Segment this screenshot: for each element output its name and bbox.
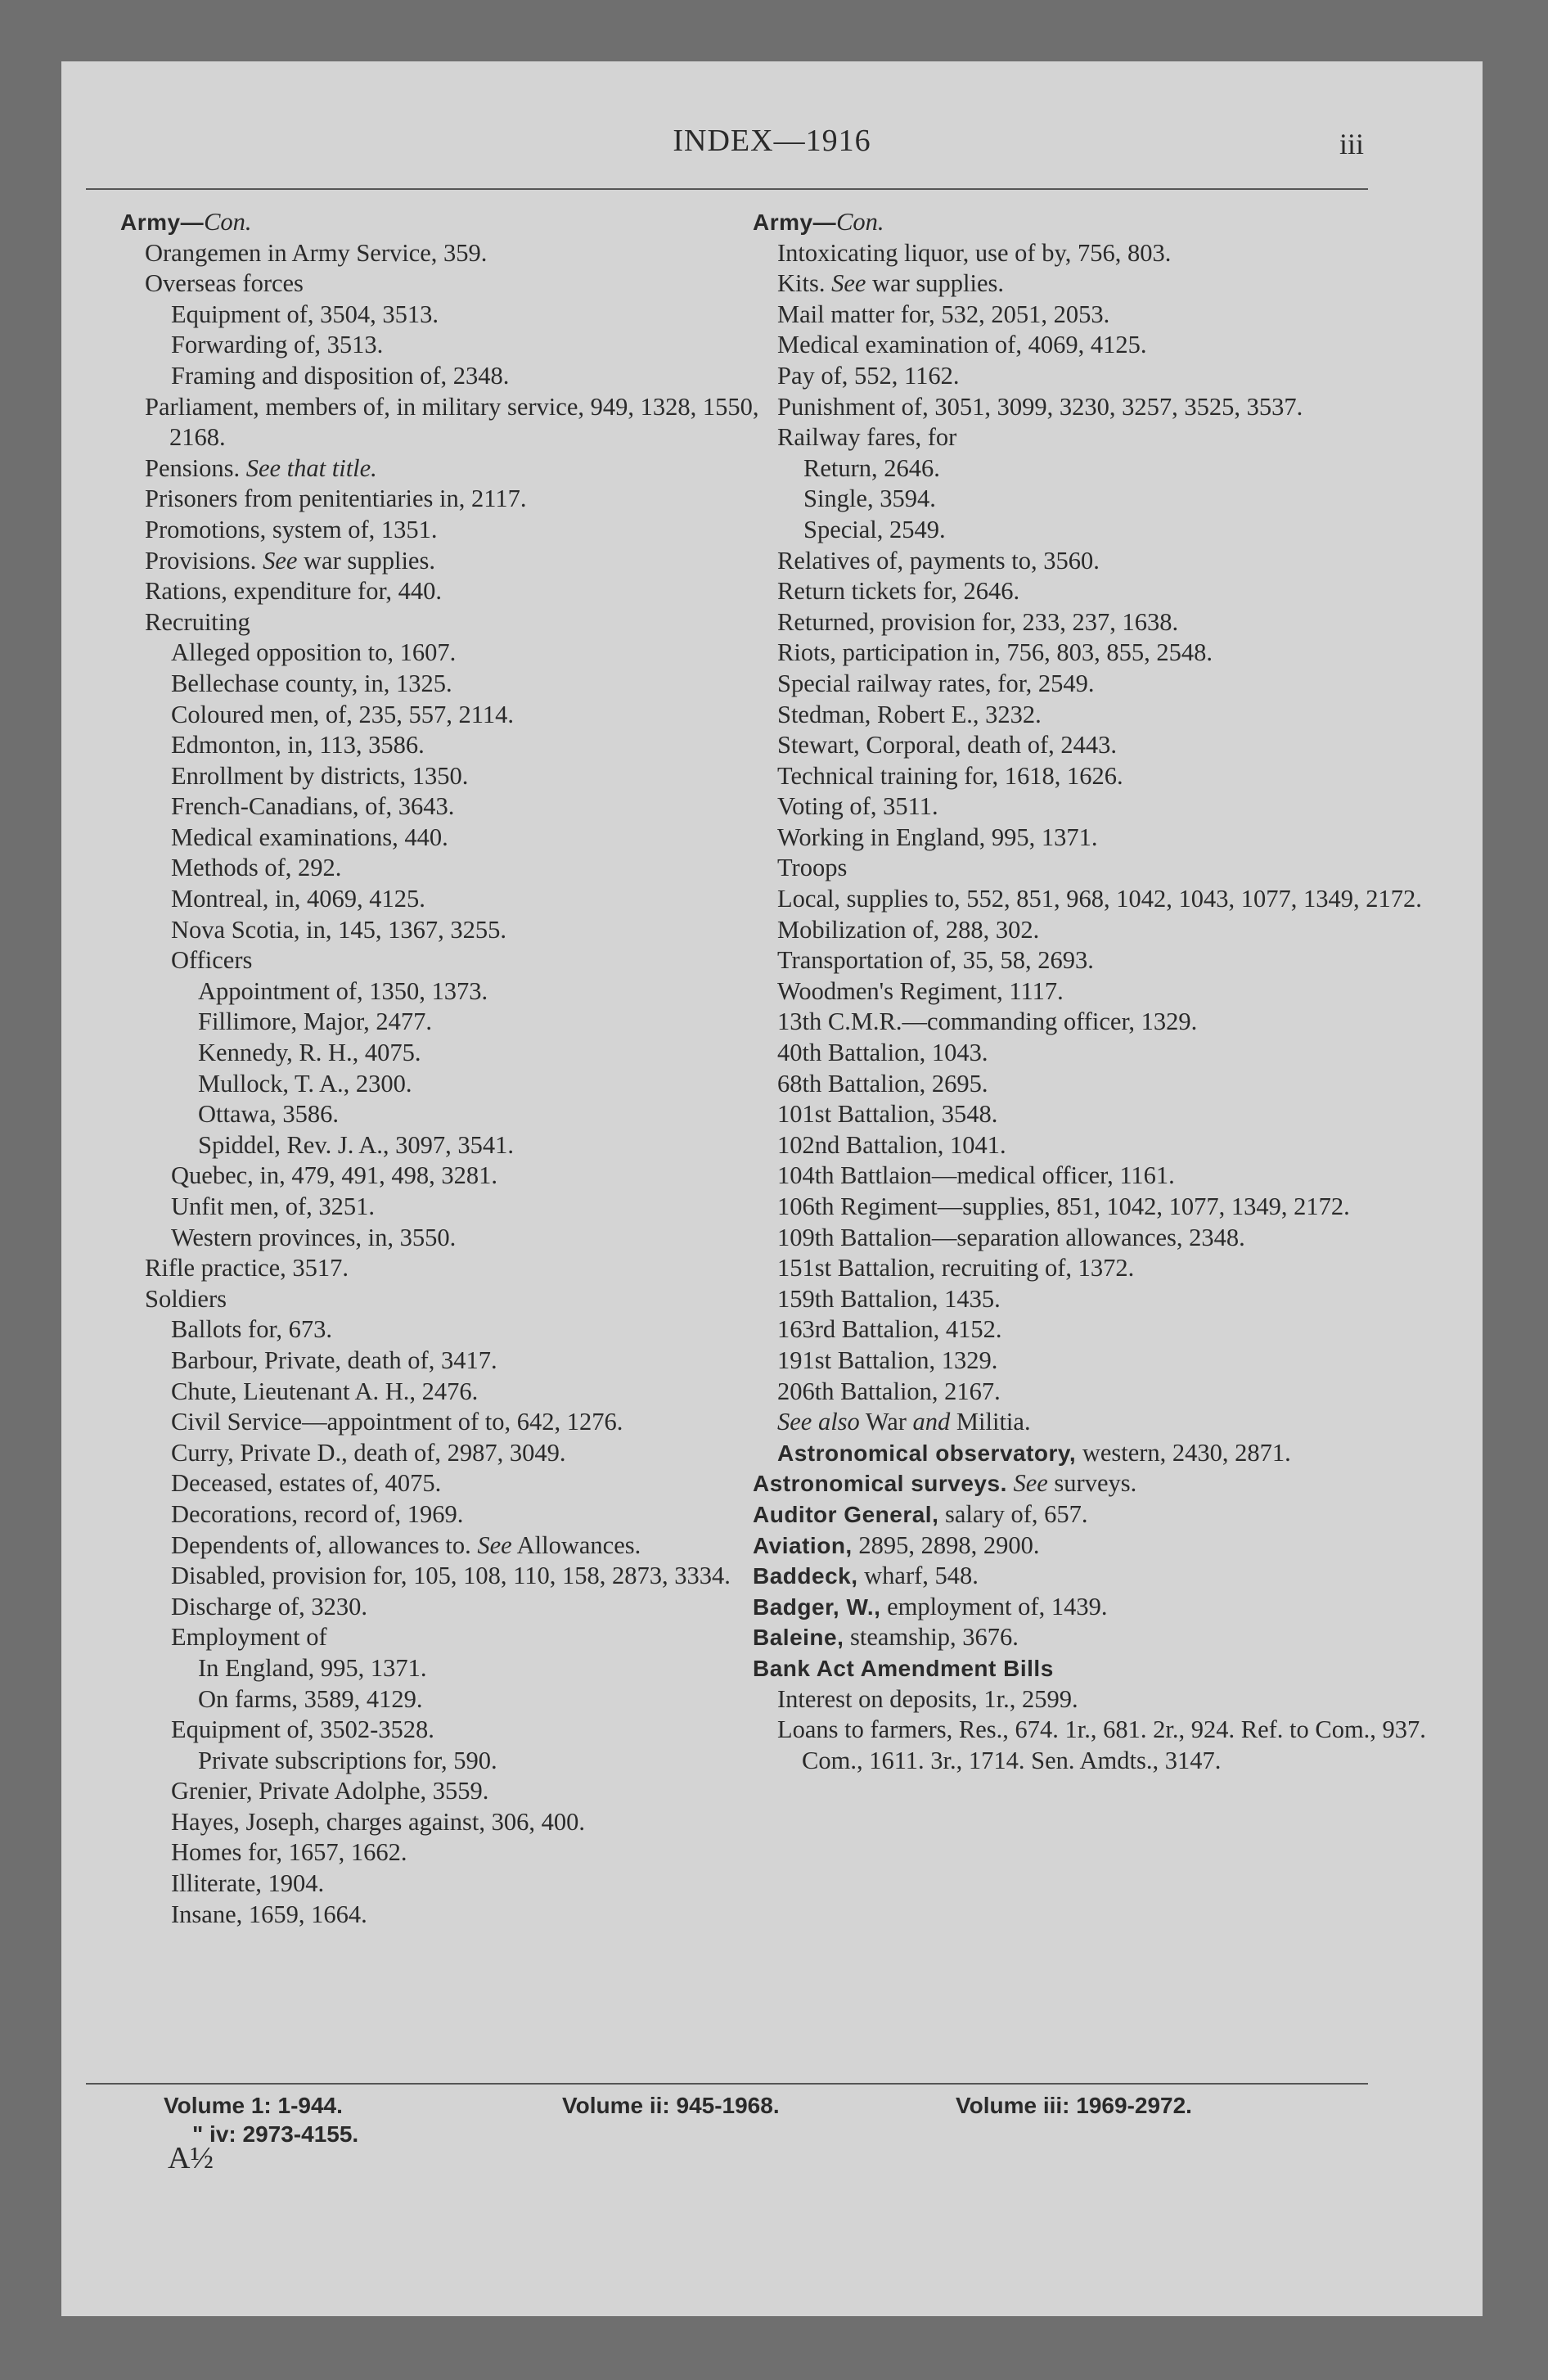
index-entry xyxy=(753,361,1432,392)
index-entry xyxy=(120,730,791,761)
entry-see-ref: See that title. xyxy=(245,453,377,482)
entry-text: Private subscriptions for, 590. xyxy=(198,1746,497,1774)
index-entry xyxy=(120,945,791,976)
entry-text: Curry, Private D., death of, 2987, 3049. xyxy=(171,1438,566,1467)
index-entry xyxy=(120,1868,791,1900)
index-entry xyxy=(753,607,1432,638)
entry-text: Alleged opposition to, 1607. xyxy=(171,638,457,667)
entry-text: Medical examinations, 440. xyxy=(171,823,448,851)
entry-text: Equipment of, 3502-3528. xyxy=(171,1715,434,1744)
index-entry xyxy=(120,1346,791,1377)
entry-text: Punishment of, 3051, 3099, 3230, 3257, 3525, 3537. xyxy=(777,392,1303,421)
entry-text: Stedman, Robert E., 3232. xyxy=(777,700,1042,728)
index-entry xyxy=(120,1561,791,1592)
index-entry xyxy=(753,207,1432,238)
entry-text: Technical training for, 1618, 1626. xyxy=(777,761,1123,790)
entry-text: Soldiers xyxy=(145,1284,227,1313)
index-entry xyxy=(120,1900,791,1931)
entry-heading: Auditor General, xyxy=(753,1501,939,1527)
entry-text: On farms, 3589, 4129. xyxy=(198,1684,423,1713)
index-entry xyxy=(120,453,791,485)
entry-text: western, 2430, 2871. xyxy=(1076,1438,1291,1467)
entry-text: Discharge of, 3230. xyxy=(171,1592,367,1620)
index-entry xyxy=(120,915,791,946)
header-rule xyxy=(86,188,1368,190)
entry-text: Deceased, estates of, 4075. xyxy=(171,1469,442,1498)
entry-text: Disabled, provision for, 105, 108, 110, 158, 2873, 3334. xyxy=(171,1562,731,1590)
entry-heading: Astronomical observatory, xyxy=(777,1440,1077,1466)
entry-text: 2895, 2898, 2900. xyxy=(852,1530,1040,1559)
entry-text: 191st Battalion, 1329. xyxy=(777,1346,998,1374)
entry-text: Spiddel, Rev. J. A., 3097, 3541. xyxy=(198,1130,515,1159)
index-entry xyxy=(753,1622,1432,1653)
entry-text: Return tickets for, 2646. xyxy=(777,577,1020,606)
index-entry xyxy=(753,238,1432,269)
entry-text: War xyxy=(859,1408,913,1436)
index-entry xyxy=(120,1837,791,1868)
index-entry xyxy=(120,484,791,515)
index-entry xyxy=(753,1007,1432,1038)
entry-text: steamship, 3676. xyxy=(844,1623,1019,1652)
entry-text: Montreal, in, 4069, 4125. xyxy=(171,885,425,913)
entry-text: Western provinces, in, 3550. xyxy=(171,1223,457,1251)
entry-text: Officers xyxy=(171,946,253,975)
entry-text: 106th Regiment—supplies, 851, 1042, 1077, 1349, 2172. xyxy=(777,1192,1350,1220)
index-entry xyxy=(753,1253,1432,1284)
index-entry xyxy=(753,1684,1432,1715)
entry-text: 163rd Battalion, 4152. xyxy=(777,1315,1002,1344)
entry-heading: Astronomical surveys. xyxy=(753,1471,1007,1497)
entry-text: Mullock, T. A., 2300. xyxy=(198,1069,412,1098)
index-entry xyxy=(120,638,791,669)
footer-volume-4: " iv: 2973-4155. xyxy=(192,2121,359,2147)
entry-text: war supplies. xyxy=(866,269,1004,298)
entry-text: Voting of, 3511. xyxy=(777,792,938,821)
entry-text: 104th Battlaion—medical officer, 1161. xyxy=(777,1161,1175,1190)
entry-text: Quebec, in, 479, 491, 498, 3281. xyxy=(171,1161,497,1190)
entry-heading: Baddeck, xyxy=(753,1563,858,1589)
entry-text: Local, supplies to, 552, 851, 968, 1042, 1043, 1077, 1349, 2172. xyxy=(777,885,1422,913)
entry-text: Dependents of, allowances to. xyxy=(171,1530,478,1559)
entry-text: Unfit men, of, 3251. xyxy=(171,1192,376,1220)
index-entry xyxy=(753,392,1432,423)
footer-rule xyxy=(86,2083,1368,2085)
index-entry xyxy=(120,884,791,915)
index-entry xyxy=(120,1099,791,1130)
entry-text: Fillimore, Major, 2477. xyxy=(198,1007,432,1036)
entry-text: Railway fares, for xyxy=(777,423,957,452)
entry-heading: Army— xyxy=(120,210,205,235)
index-entry xyxy=(753,1561,1432,1592)
index-entry xyxy=(753,1407,1432,1438)
index-entry xyxy=(753,1161,1432,1192)
index-entry xyxy=(120,976,791,1007)
index-entry xyxy=(120,1468,791,1499)
page-number: iii xyxy=(1339,128,1364,160)
index-entry xyxy=(753,484,1432,515)
index-entry xyxy=(753,515,1432,546)
index-entry xyxy=(753,884,1432,915)
index-entry xyxy=(753,268,1432,300)
entry-text: Barbour, Private, death of, 3417. xyxy=(171,1346,497,1374)
entry-text: Rifle practice, 3517. xyxy=(145,1254,349,1282)
index-entry xyxy=(120,1407,791,1438)
entry-text: Decorations, record of, 1969. xyxy=(171,1499,464,1528)
index-entry xyxy=(120,392,791,453)
entry-text: Kits. xyxy=(777,269,832,298)
entry-text: Grenier, Private Adolphe, 3559. xyxy=(171,1777,489,1805)
index-entry xyxy=(120,207,791,238)
entry-text: Enrollment by districts, 1350. xyxy=(171,761,469,790)
index-entry xyxy=(753,823,1432,854)
entry-text: Woodmen's Regiment, 1117. xyxy=(777,976,1064,1005)
entry-text: French-Canadians, of, 3643. xyxy=(171,792,455,821)
entry-text: Intoxicating liquor, use of by, 756, 803. xyxy=(777,238,1172,267)
entry-text: Militia. xyxy=(950,1408,1031,1436)
index-entry xyxy=(120,1499,791,1530)
index-entry xyxy=(120,1223,791,1254)
footer-volume-1: Volume 1: 1-944. xyxy=(164,2093,343,2118)
index-entry xyxy=(120,515,791,546)
index-entry xyxy=(120,1284,791,1315)
index-entry xyxy=(753,1499,1432,1530)
entry-text: 102nd Battalion, 1041. xyxy=(777,1130,1006,1159)
entry-heading: Baleine, xyxy=(753,1625,844,1651)
index-entry xyxy=(120,1007,791,1038)
index-entry xyxy=(753,1653,1432,1684)
entry-text: Loans to farmers, Res., 674. 1r., 681. 2r., 924. Ref. to Com., 937. Com., 1611. 3r., 1714. Sen. Amdts., 3147. xyxy=(777,1715,1426,1774)
index-entry xyxy=(120,761,791,792)
index-entry xyxy=(120,1192,791,1223)
entry-heading: Bank Act Amendment Bills xyxy=(753,1655,1054,1681)
index-entry xyxy=(753,791,1432,823)
entry-text: salary of, 657. xyxy=(938,1499,1088,1528)
index-entry xyxy=(753,1314,1432,1346)
index-entry xyxy=(120,1807,791,1838)
entry-text: Special railway rates, for, 2549. xyxy=(777,669,1095,697)
left-column xyxy=(120,207,791,1930)
index-entry xyxy=(120,1314,791,1346)
entry-text: Recruiting xyxy=(145,607,250,636)
entry-text: Insane, 1659, 1664. xyxy=(171,1900,367,1928)
index-entry xyxy=(120,238,791,269)
index-entry xyxy=(120,823,791,854)
index-entry xyxy=(753,1438,1432,1469)
index-entry xyxy=(753,853,1432,884)
index-entry xyxy=(753,638,1432,669)
footer-volume-2: Volume ii: 945-1968. xyxy=(562,2093,780,2118)
entry-see-ref: See also xyxy=(777,1408,860,1436)
entry-see-ref: Con. xyxy=(836,208,884,236)
entry-text: Relatives of, payments to, 3560. xyxy=(777,546,1100,575)
entry-see-ref: See xyxy=(477,1530,512,1559)
index-entry xyxy=(753,761,1432,792)
entry-text: Chute, Lieutenant A. H., 2476. xyxy=(171,1377,479,1405)
index-entry xyxy=(753,546,1432,577)
entry-text: Employment of xyxy=(171,1623,327,1652)
index-entry xyxy=(753,330,1432,361)
index-entry xyxy=(120,791,791,823)
index-entry xyxy=(120,268,791,300)
entry-heading: Army— xyxy=(753,210,837,235)
index-entry xyxy=(753,915,1432,946)
entry-text: Appointment of, 1350, 1373. xyxy=(198,976,488,1005)
entry-text: Returned, provision for, 233, 237, 1638. xyxy=(777,607,1179,636)
entry-text: Nova Scotia, in, 145, 1367, 3255. xyxy=(171,915,507,944)
index-entry xyxy=(753,945,1432,976)
entry-text: war supplies. xyxy=(297,546,435,575)
entry-text: Stewart, Corporal, death of, 2443. xyxy=(777,731,1118,760)
index-entry xyxy=(120,1038,791,1069)
entry-text: employment of, 1439. xyxy=(880,1592,1108,1620)
index-entry xyxy=(753,1038,1432,1069)
index-entry xyxy=(753,453,1432,485)
index-entry xyxy=(753,300,1432,331)
index-entry xyxy=(753,1377,1432,1408)
entry-text: Return, 2646. xyxy=(803,453,940,482)
entry-text: Special, 2549. xyxy=(803,515,946,543)
index-entry xyxy=(753,1592,1432,1623)
entry-heading: Badger, W., xyxy=(753,1593,881,1620)
index-entry xyxy=(753,700,1432,731)
entry-text: Medical examination of, 4069, 4125. xyxy=(777,331,1147,359)
entry-text: Ballots for, 673. xyxy=(171,1315,333,1344)
entry-text: Riots, participation in, 756, 803, 855, 2548. xyxy=(777,638,1213,667)
entry-text: 101st Battalion, 3548. xyxy=(777,1100,998,1129)
entry-text: In England, 995, 1371. xyxy=(198,1653,427,1682)
index-entry xyxy=(120,1130,791,1161)
entry-see-ref: See xyxy=(263,546,298,575)
page-title: INDEX—1916 xyxy=(673,124,871,158)
entry-text: Bellechase county, in, 1325. xyxy=(171,669,452,697)
index-entry xyxy=(753,1530,1432,1562)
index-entry xyxy=(120,853,791,884)
entry-text: 13th C.M.R.—commanding officer, 1329. xyxy=(777,1007,1198,1036)
entry-text: Equipment of, 3504, 3513. xyxy=(171,300,439,328)
entry-text: Pensions. xyxy=(145,453,246,482)
index-entry xyxy=(120,1069,791,1100)
signature-mark: A½ xyxy=(168,2141,214,2175)
entry-text: Prisoners from penitentiaries in, 2117. xyxy=(145,485,527,513)
index-entry xyxy=(120,576,791,607)
entry-text: wharf, 548. xyxy=(857,1562,979,1590)
entry-text: Provisions. xyxy=(145,546,263,575)
index-entry xyxy=(120,1530,791,1562)
index-entry xyxy=(120,1776,791,1807)
index-entry xyxy=(753,976,1432,1007)
entry-text: Coloured men, of, 235, 557, 2114. xyxy=(171,700,515,728)
entry-text: Working in England, 995, 1371. xyxy=(777,823,1098,851)
entry-text: Rations, expenditure for, 440. xyxy=(145,577,443,606)
index-entry xyxy=(753,1346,1432,1377)
entry-text: 109th Battalion—separation allowances, 2348. xyxy=(777,1223,1245,1251)
entry-text: Promotions, system of, 1351. xyxy=(145,515,438,543)
index-entry xyxy=(120,546,791,577)
entry-text: Framing and disposition of, 2348. xyxy=(171,361,510,390)
entry-text: Overseas forces xyxy=(145,269,304,298)
entry-text: Homes for, 1657, 1662. xyxy=(171,1838,407,1867)
index-entry xyxy=(753,1099,1432,1130)
index-entry xyxy=(753,1069,1432,1100)
index-entry xyxy=(120,1377,791,1408)
index-page xyxy=(61,61,1483,2316)
entry-text: 206th Battalion, 2167. xyxy=(777,1377,1001,1405)
footer-volume-3: Volume iii: 1969-2972. xyxy=(956,2093,1192,2118)
index-entry xyxy=(120,361,791,392)
index-entry xyxy=(120,1592,791,1623)
entry-text: Ottawa, 3586. xyxy=(198,1100,339,1129)
entry-text: Civil Service—appointment of to, 642, 1276. xyxy=(171,1408,623,1436)
index-entry xyxy=(753,1715,1432,1776)
index-entry xyxy=(753,1468,1432,1499)
entry-text: 151st Battalion, recruiting of, 1372. xyxy=(777,1254,1135,1282)
index-entry xyxy=(753,1130,1432,1161)
index-entry xyxy=(753,1192,1432,1223)
entry-text: Troops xyxy=(777,854,848,882)
index-entry xyxy=(753,1223,1432,1254)
index-entry xyxy=(120,1622,791,1653)
entry-text: Single, 3594. xyxy=(803,485,936,513)
index-entry xyxy=(753,576,1432,607)
entry-text: Transportation of, 35, 58, 2693. xyxy=(777,946,1094,975)
entry-text: Methods of, 292. xyxy=(171,854,342,882)
index-entry xyxy=(753,669,1432,700)
index-entry xyxy=(120,669,791,700)
right-column xyxy=(753,207,1432,1776)
index-entry xyxy=(753,1284,1432,1315)
entry-see-ref: See xyxy=(1006,1469,1048,1498)
entry-text: Kennedy, R. H., 4075. xyxy=(198,1039,421,1067)
entry-text: 68th Battalion, 2695. xyxy=(777,1069,988,1098)
index-entry xyxy=(120,1161,791,1192)
index-entry xyxy=(120,1715,791,1746)
entry-text: Interest on deposits, 1r., 2599. xyxy=(777,1684,1078,1713)
entry-see-ref: See xyxy=(831,269,866,298)
index-entry xyxy=(120,1746,791,1777)
index-entry xyxy=(120,1438,791,1469)
index-entry xyxy=(120,300,791,331)
entry-text: Forwarding of, 3513. xyxy=(171,331,384,359)
entry-see-ref: and xyxy=(912,1408,951,1436)
entry-text: Mail matter for, 532, 2051, 2053. xyxy=(777,300,1110,328)
entry-text: Allowances. xyxy=(511,1530,641,1559)
entry-text: 40th Battalion, 1043. xyxy=(777,1039,988,1067)
entry-text: Illiterate, 1904. xyxy=(171,1869,325,1898)
entry-see-ref: Con. xyxy=(204,208,252,236)
entry-text: Mobilization of, 288, 302. xyxy=(777,915,1040,944)
entry-heading: Aviation, xyxy=(753,1532,853,1558)
index-entry xyxy=(120,330,791,361)
entry-text: Orangemen in Army Service, 359. xyxy=(145,238,488,267)
entry-text: Pay of, 552, 1162. xyxy=(777,361,960,390)
index-entry xyxy=(753,730,1432,761)
entry-text: Edmonton, in, 113, 3586. xyxy=(171,731,425,760)
index-entry xyxy=(120,1684,791,1715)
entry-text: Hayes, Joseph, charges against, 306, 400. xyxy=(171,1807,585,1836)
entry-text: surveys. xyxy=(1047,1469,1137,1498)
entry-text: 159th Battalion, 1435. xyxy=(777,1284,1001,1313)
index-entry xyxy=(120,607,791,638)
index-entry xyxy=(120,1253,791,1284)
entry-text: Parliament, members of, in military service, 949, 1328, 1550, 2168. xyxy=(145,392,759,452)
index-entry xyxy=(120,700,791,731)
index-entry xyxy=(120,1653,791,1684)
index-entry xyxy=(753,422,1432,453)
